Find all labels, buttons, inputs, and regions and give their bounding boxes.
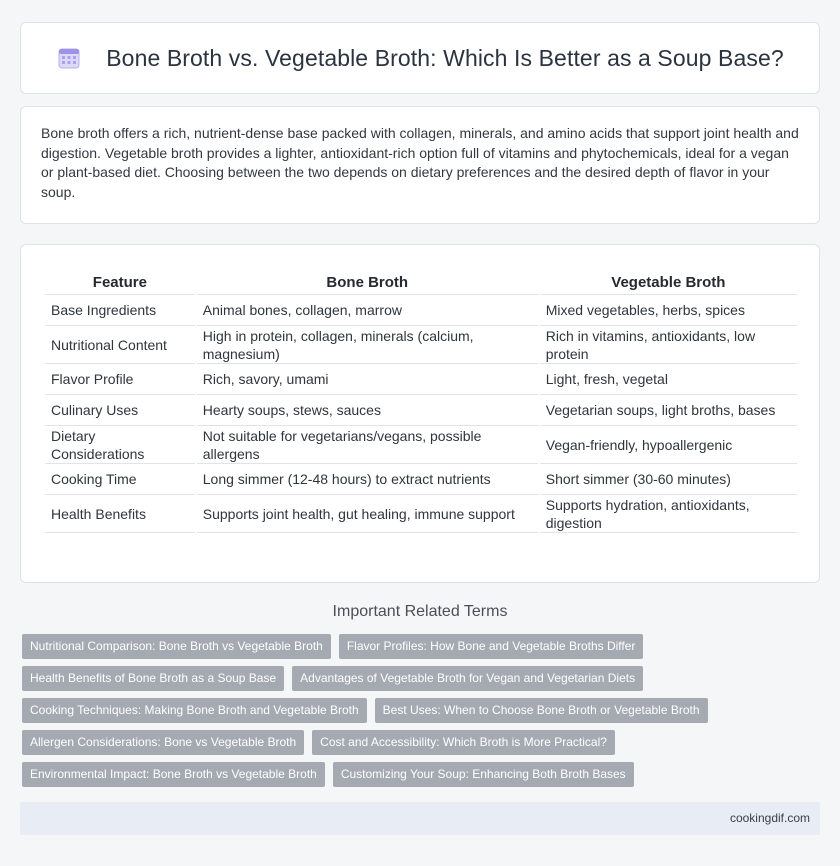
bone-broth-cell: Hearty soups, stews, sauces bbox=[197, 395, 538, 426]
related-terms-list bbox=[22, 634, 822, 794]
vegetable-broth-cell: Light, fresh, vegetal bbox=[540, 364, 797, 395]
bone-broth-cell: High in protein, collagen, minerals (calcium, magnesium) bbox=[197, 326, 538, 364]
table-row bbox=[45, 464, 797, 495]
tag-row bbox=[22, 634, 822, 666]
comparison-card bbox=[20, 244, 820, 583]
feature-cell: Health Benefits bbox=[45, 495, 195, 533]
table-header-row bbox=[45, 265, 797, 295]
bone-broth-cell: Supports joint health, gut healing, immune support bbox=[197, 495, 538, 533]
bone-broth-cell: Animal bones, collagen, marrow bbox=[197, 295, 538, 326]
related-term-link[interactable]: Cooking Techniques: Making Bone Broth and Vegetable Broth bbox=[22, 698, 367, 723]
site-link[interactable]: cookingdif.com bbox=[729, 811, 810, 825]
header-bone-broth: Bone Broth bbox=[197, 265, 538, 295]
vegetable-broth-cell: Vegan-friendly, hypoallergenic bbox=[540, 426, 797, 464]
header-feature: Feature bbox=[45, 265, 195, 295]
tag-row bbox=[22, 698, 822, 730]
related-term-link[interactable]: Customizing Your Soup: Enhancing Both Broth Bases bbox=[333, 762, 634, 787]
related-term-link[interactable]: Best Uses: When to Choose Bone Broth or Vegetable Broth bbox=[375, 698, 708, 723]
page-title: Bone Broth vs. Vegetable Broth: Which Is Better as a Soup Base? bbox=[106, 44, 784, 71]
comparison-table bbox=[43, 265, 799, 533]
related-term-link[interactable]: Flavor Profiles: How Bone and Vegetable Broths Differ bbox=[339, 634, 644, 659]
bone-broth-cell: Not suitable for vegetarians/vegans, possible allergens bbox=[197, 426, 538, 464]
calendar-icon bbox=[56, 45, 82, 71]
table-row bbox=[45, 426, 797, 464]
title-card bbox=[20, 22, 820, 94]
bone-broth-cell: Long simmer (12-48 hours) to extract nutrients bbox=[197, 464, 538, 495]
feature-cell: Dietary Considerations bbox=[45, 426, 195, 464]
table-row bbox=[45, 295, 797, 326]
table-row bbox=[45, 395, 797, 426]
intro-card bbox=[20, 106, 820, 224]
related-terms-title: Important Related Terms bbox=[332, 603, 508, 620]
feature-cell: Flavor Profile bbox=[45, 364, 195, 395]
footer bbox=[20, 802, 820, 835]
bone-broth-cell: Rich, savory, umami bbox=[197, 364, 538, 395]
vegetable-broth-cell: Rich in vitamins, antioxidants, low protein bbox=[540, 326, 797, 364]
vegetable-broth-cell: Supports hydration, antioxidants, digestion bbox=[540, 495, 797, 533]
tag-row bbox=[22, 730, 822, 762]
related-term-link[interactable]: Nutritional Comparison: Bone Broth vs Vegetable Broth bbox=[22, 634, 331, 659]
table-row bbox=[45, 326, 797, 364]
header-vegetable-broth: Vegetable Broth bbox=[540, 265, 797, 295]
vegetable-broth-cell: Short simmer (30-60 minutes) bbox=[540, 464, 797, 495]
related-term-link[interactable]: Environmental Impact: Bone Broth vs Vegetable Broth bbox=[22, 762, 325, 787]
intro-paragraph: Bone broth offers a rich, nutrient-dense base packed with collagen, minerals, and amino acids that support joint health and digestion. Vegetable broth provides a lighter, antioxidant-rich option full of vitamins and phytochemicals, ideal for a vegan or plant-based diet. Choosing between the two depends on dietary preferences and the desired depth of flavor in your soup. bbox=[41, 125, 799, 200]
table-row bbox=[45, 364, 797, 395]
table-row bbox=[45, 495, 797, 533]
tag-row bbox=[22, 762, 822, 794]
related-term-link[interactable]: Health Benefits of Bone Broth as a Soup Base bbox=[22, 666, 284, 691]
related-term-link[interactable]: Advantages of Vegetable Broth for Vegan and Vegetarian Diets bbox=[292, 666, 643, 691]
vegetable-broth-cell: Vegetarian soups, light broths, bases bbox=[540, 395, 797, 426]
feature-cell: Base Ingredients bbox=[45, 295, 195, 326]
related-term-link[interactable]: Allergen Considerations: Bone vs Vegetable Broth bbox=[22, 730, 304, 755]
feature-cell: Cooking Time bbox=[45, 464, 195, 495]
tag-row bbox=[22, 666, 822, 698]
feature-cell: Culinary Uses bbox=[45, 395, 195, 426]
vegetable-broth-cell: Mixed vegetables, herbs, spices bbox=[540, 295, 797, 326]
related-term-link[interactable]: Cost and Accessibility: Which Broth is More Practical? bbox=[312, 730, 615, 755]
feature-cell: Nutritional Content bbox=[45, 326, 195, 364]
